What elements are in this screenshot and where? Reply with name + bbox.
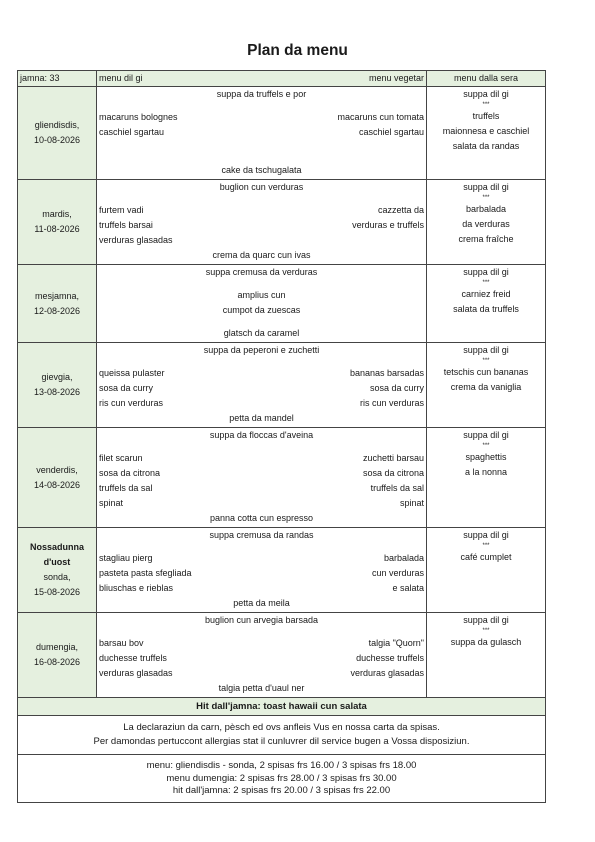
evening-soup: suppa dil gi xyxy=(463,430,509,440)
dessert: talgia petta d'uaul ner xyxy=(218,683,305,693)
evening-soup: suppa dil gi xyxy=(463,345,509,355)
main-side: truffels da sal xyxy=(99,483,153,493)
veg-dish: bananas barsadas xyxy=(349,368,424,378)
main-dish: queissa pulaster xyxy=(99,368,165,378)
main-side: duchesse truffels xyxy=(99,653,167,663)
day-date: 11-08-2026 xyxy=(34,224,80,234)
veg-side: truffels da sal xyxy=(370,483,424,493)
day-name: sonda, xyxy=(43,572,71,582)
main-dish: macaruns bolognes xyxy=(99,112,178,122)
day-date: 12-08-2026 xyxy=(33,305,81,316)
evening-menu-cell xyxy=(427,428,545,527)
evening-soup: suppa dil gi xyxy=(463,182,509,192)
dessert: cake da tschugalata xyxy=(221,165,302,175)
evening-item: da verduras xyxy=(462,219,510,229)
day-date-cell xyxy=(18,343,97,427)
day-name: dumengia, xyxy=(35,642,79,652)
day-name: venderdis, xyxy=(36,464,78,475)
soup: suppa cremusa da randas xyxy=(209,530,314,540)
separator-stars: *** xyxy=(482,195,490,201)
day-row-tuesday xyxy=(18,180,545,265)
day-name: gievgia, xyxy=(41,372,73,382)
day-date-cell xyxy=(18,428,97,527)
allergy-note xyxy=(18,716,545,755)
main-side: bliuschas e rieblas xyxy=(99,583,174,593)
veg-side: e salata xyxy=(392,583,424,593)
main-dish: barsau bov xyxy=(99,638,144,648)
main-side: spinat xyxy=(99,498,124,508)
main-side: pasteta pasta sfegliada xyxy=(99,568,192,578)
day-name: mesjamna, xyxy=(34,290,79,301)
evening-item: barbalada xyxy=(465,204,507,214)
soup: suppa da truffels e por xyxy=(216,89,307,99)
evening-soup: suppa dil gi xyxy=(463,267,509,277)
day-row-monday xyxy=(18,87,545,180)
evening-item: café cumplet xyxy=(460,552,512,562)
main-side: sosa da citrona xyxy=(99,468,161,478)
main-side: cumpot da zuescas xyxy=(222,305,301,315)
evening-menu-cell xyxy=(427,613,545,697)
day-row-wednesday xyxy=(18,265,545,343)
veg-side: ris cun verduras xyxy=(359,398,424,408)
separator-stars: *** xyxy=(482,543,490,549)
day-date: 15-08-2026 xyxy=(33,587,81,597)
day-name: mardis, xyxy=(42,209,72,219)
day-menu-cell xyxy=(97,265,427,342)
separator-stars: *** xyxy=(482,628,490,634)
separator-stars: *** xyxy=(482,443,490,449)
day-date-cell xyxy=(18,265,97,342)
day-date: 14-08-2026 xyxy=(33,479,81,490)
day-date-cell xyxy=(18,528,97,612)
note-line: La declaraziun da carn, pèsch ed ovs anfleis Vus en nossa carta da spisas. xyxy=(123,722,440,733)
evening-item: suppa da gulasch xyxy=(450,637,522,647)
dessert: petta da mandel xyxy=(229,413,294,423)
evening-item: salata da randas xyxy=(452,141,520,151)
main-side: verduras glasadas xyxy=(99,235,173,245)
soup: suppa cremusa da verduras xyxy=(205,267,318,277)
day-date: 10-08-2026 xyxy=(33,135,81,145)
soup: suppa da peperoni e zuchetti xyxy=(203,345,320,355)
veg-side: caschiel sgartau xyxy=(358,127,424,137)
day-row-thursday xyxy=(18,343,545,428)
main-side: verduras glasadas xyxy=(99,668,173,678)
veg-side: duchesse truffels xyxy=(356,653,424,663)
evening-item: tetschis cun bananas xyxy=(443,367,529,377)
veg-side: cun verduras xyxy=(371,568,424,578)
veg-side: spinat xyxy=(399,498,424,508)
day-date-cell xyxy=(18,180,97,264)
table-header xyxy=(18,71,545,87)
separator-stars: *** xyxy=(482,102,490,108)
veg-side: verduras glasadas xyxy=(350,668,424,678)
day-menu-cell xyxy=(97,87,427,179)
main-side: truffels barsai xyxy=(99,220,153,230)
day-date-cell xyxy=(18,613,97,697)
menu-table xyxy=(17,70,546,803)
main-dish: amplius cun xyxy=(237,290,286,300)
menu-day-header: menu dil gi xyxy=(99,73,143,83)
soup: buglion cun verduras xyxy=(219,182,304,192)
main-dish: stagliau pierg xyxy=(99,553,153,563)
evening-item: maionnesa e caschiel xyxy=(442,126,530,136)
soup: buglion cun arvegia barsada xyxy=(204,615,319,625)
day-menu-cell xyxy=(97,428,427,527)
evening-menu-cell xyxy=(427,265,545,342)
page-title: Plan da menu xyxy=(247,42,348,59)
evening-item: carniez freid xyxy=(461,289,511,299)
veg-side: sosa da curry xyxy=(369,383,424,393)
evening-menu-cell xyxy=(427,528,545,612)
evening-menu-cell xyxy=(427,180,545,264)
veg-side: verduras e truffels xyxy=(352,220,424,230)
evening-item: spaghettis xyxy=(465,452,507,462)
veg-side: sosa da citrona xyxy=(362,468,424,478)
main-dish: filet scarun xyxy=(99,453,143,463)
week-label: jamna: 33 xyxy=(18,71,97,86)
day-date: 13-08-2026 xyxy=(33,387,81,397)
day-date: 16-08-2026 xyxy=(33,657,81,667)
day-name: gliendisdis, xyxy=(34,120,80,130)
day-date-cell xyxy=(18,87,97,179)
day-row-saturday xyxy=(18,528,545,613)
price-list xyxy=(18,755,545,802)
weekly-hit: Hit dall'jamna: toast hawaii cun salata xyxy=(18,698,545,716)
evening-item: a la nonna xyxy=(464,467,508,477)
price-line: menu dumengia: 2 spisas frs 28.00 / 3 spisas frs 30.00 xyxy=(166,772,397,784)
veg-dish: zuchetti barsau xyxy=(362,453,424,463)
day-menu-cell xyxy=(97,180,427,264)
price-line: hit dall'jamna: 2 spisas frs 20.00 / 3 spisas frs 22.00 xyxy=(172,785,391,796)
dessert: petta da meila xyxy=(233,598,290,608)
evening-item: crema fraîche xyxy=(458,234,514,244)
menu-veg-header: menu vegetar xyxy=(368,73,424,83)
separator-stars: *** xyxy=(482,280,490,286)
day-menu-cell xyxy=(97,343,427,427)
note-line: Per damondas pertuccont allergias stat il cunluvrer dil service bugen a Vossa disposiziun. xyxy=(93,736,470,747)
dessert: glatsch da caramel xyxy=(223,328,300,338)
day-row-sunday xyxy=(18,613,545,698)
evening-item: truffels xyxy=(472,111,500,121)
evening-menu-cell xyxy=(427,87,545,179)
day-menu-cell xyxy=(97,528,427,612)
day-menu-cell xyxy=(97,613,427,697)
evening-soup: suppa dil gi xyxy=(463,615,509,625)
separator-stars: *** xyxy=(482,358,490,364)
veg-dish: barbalada xyxy=(383,553,424,563)
evening-item: crema da vaniglia xyxy=(450,382,522,392)
evening-soup: suppa dil gi xyxy=(463,89,509,99)
evening-soup: suppa dil gi xyxy=(463,530,509,540)
dessert: crema da quarc cun ivas xyxy=(212,250,311,260)
veg-dish: macaruns cun tomata xyxy=(337,112,424,122)
dessert: panna cotta cun espresso xyxy=(209,513,314,523)
menu-evening-header: menu dalla sera xyxy=(453,73,519,83)
evening-menu-cell xyxy=(427,343,545,427)
holiday-name: Nossadunna d'uost xyxy=(29,542,84,567)
main-side: ris cun verduras xyxy=(99,398,164,408)
veg-dish: talgia "Quorn" xyxy=(368,638,424,648)
day-row-friday xyxy=(18,428,545,528)
veg-dish: cazzetta da xyxy=(377,205,424,215)
main-side: sosa da curry xyxy=(99,383,154,393)
main-side: caschiel sgartau xyxy=(99,127,165,137)
soup: suppa da floccas d'aveina xyxy=(209,430,314,440)
evening-item: salata da truffels xyxy=(453,304,519,314)
price-line: menu: gliendisdis - sonda, 2 spisas frs 16.00 / 3 spisas frs 18.00 xyxy=(146,760,417,771)
main-dish: furtem vadi xyxy=(99,205,144,215)
